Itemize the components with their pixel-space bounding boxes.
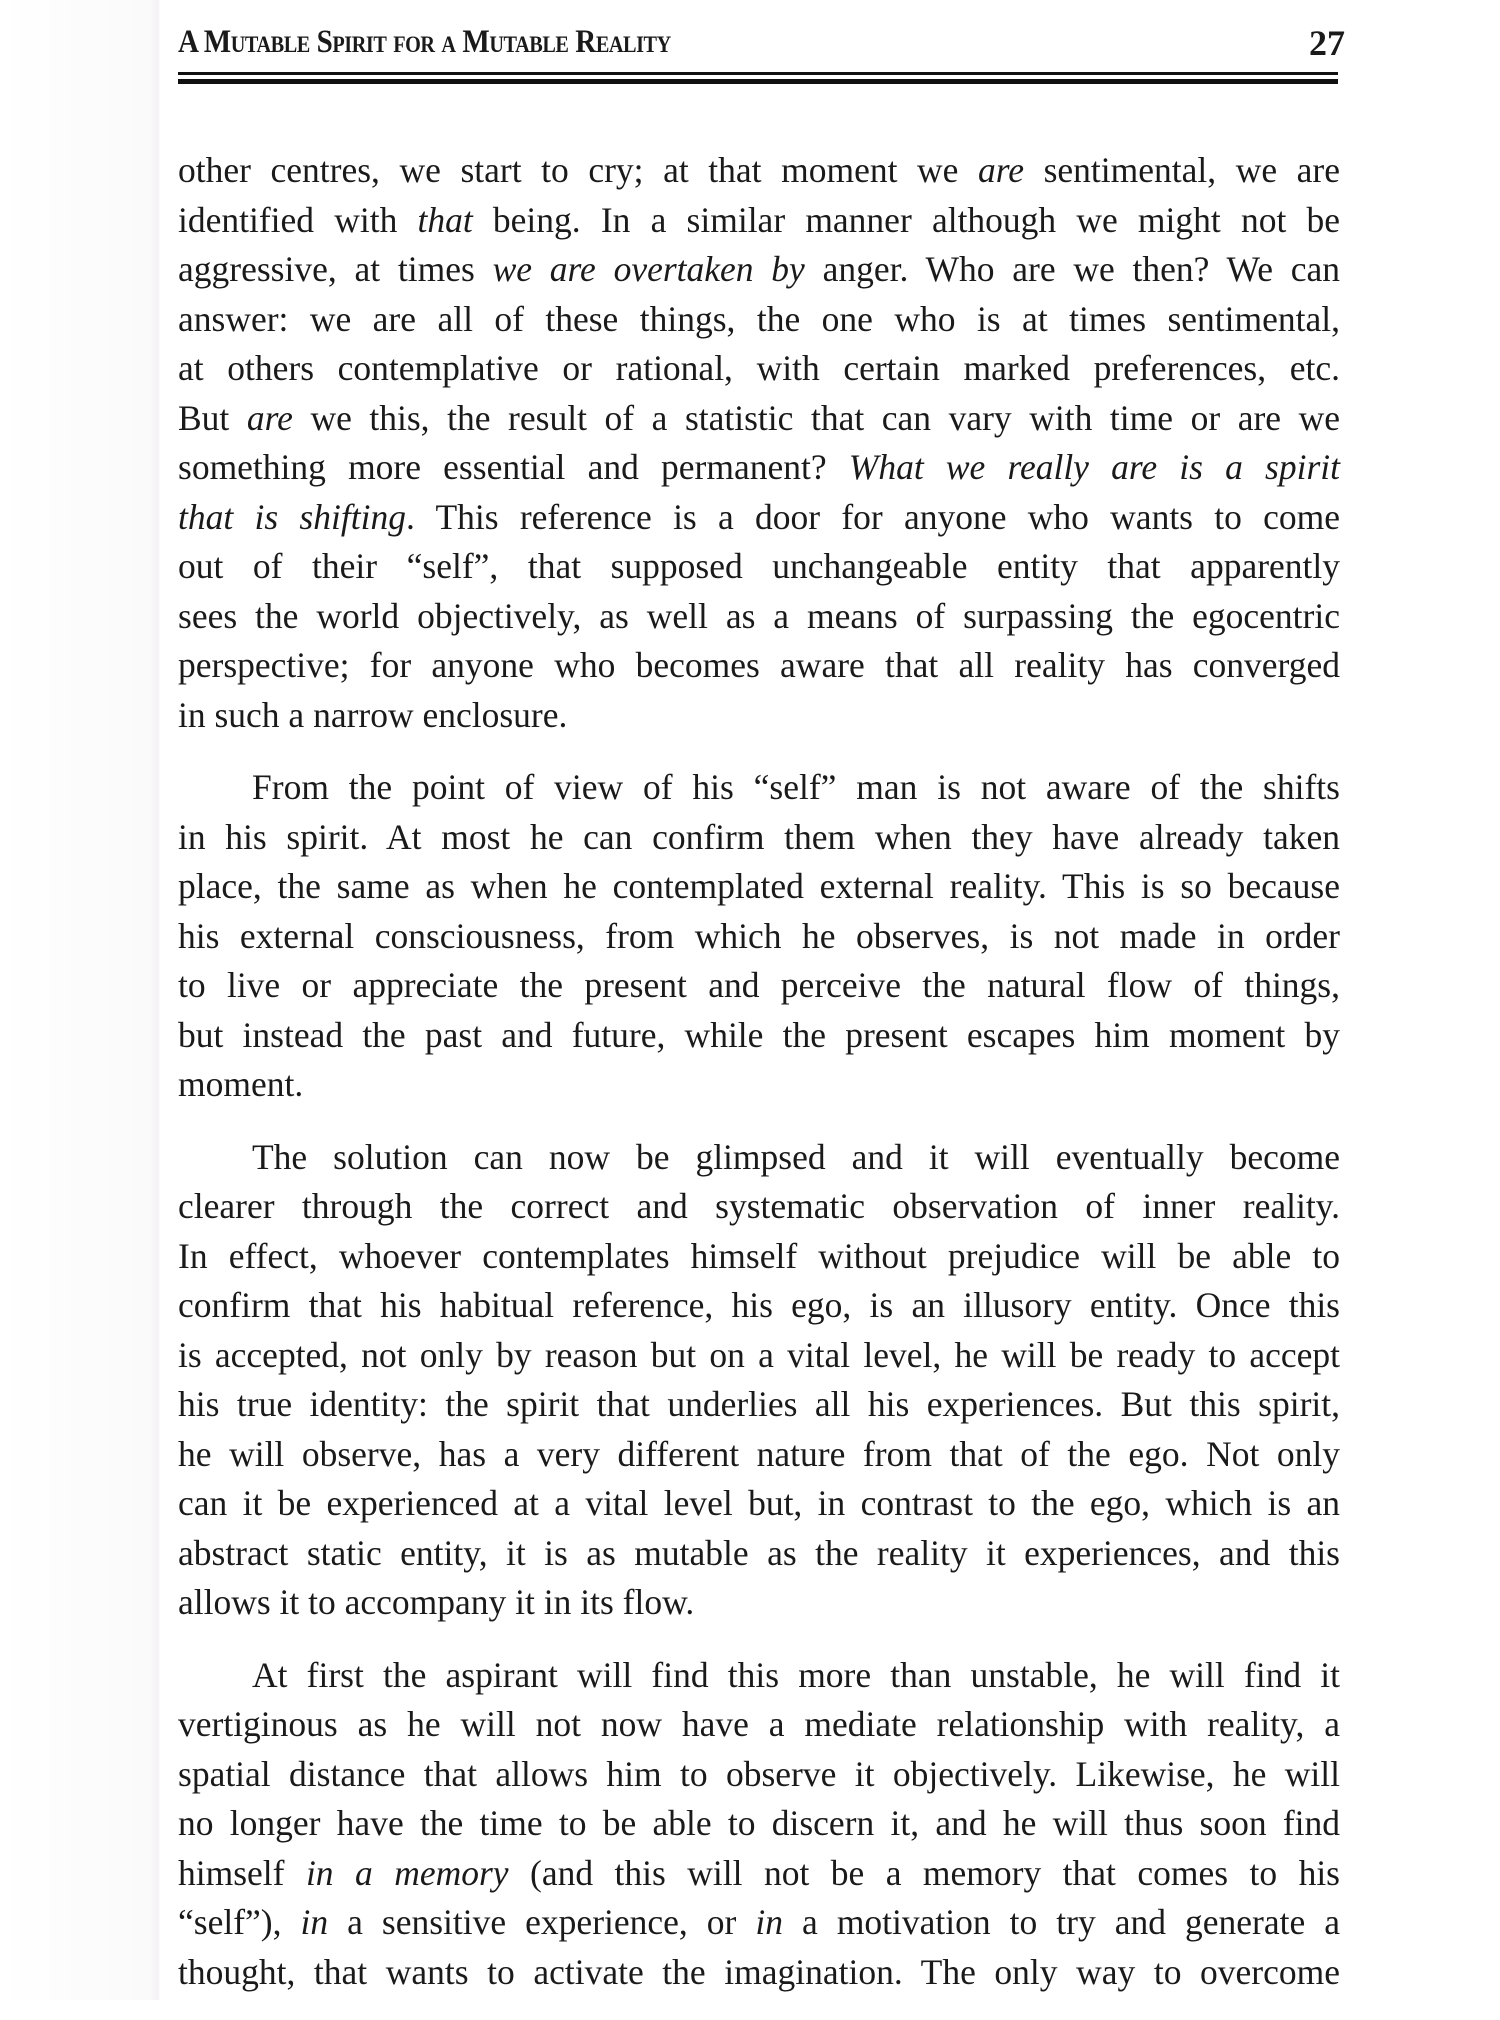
- text: being. In a similar manner although we might not be: [472, 199, 1340, 240]
- text: identified with: [178, 199, 418, 240]
- text-line: [178, 1133, 1340, 1183]
- text: out of their “self”, that supposed unchangeable entity that apparently: [178, 546, 1340, 586]
- text-line: [178, 1948, 1340, 1998]
- text-line: [178, 1331, 1340, 1381]
- text: The solution can now be glimpsed and it will eventually become: [252, 1136, 1340, 1177]
- text: abstract static entity, it is as mutable as the reality it experiences, and this: [178, 1532, 1340, 1573]
- text-line: [178, 295, 1340, 345]
- text-line: [178, 1750, 1340, 1800]
- text: something more essential and permanent?: [178, 447, 849, 487]
- text: he will observe, has a very different nature from that of the ego. Not only: [178, 1433, 1340, 1474]
- text: a motivation to try and generate a: [783, 1902, 1341, 1942]
- text: allows it to accompany it in its flow.: [178, 1582, 695, 1622]
- text-line: [178, 1651, 1340, 1701]
- text-line: [178, 1232, 1340, 1282]
- text: sentimental, we are: [1024, 150, 1340, 190]
- running-title: A Mutable Spirit for a Mutable Reality: [178, 24, 671, 60]
- italic-text: in: [755, 1902, 784, 1942]
- text-line: [178, 1849, 1340, 1899]
- text: thought, that wants to activate the imagination. The only way to overcome: [178, 1951, 1340, 1992]
- text-line: [178, 542, 1340, 592]
- text-line: [178, 245, 1340, 295]
- text: confirm that his habitual reference, his ego, is an illusory entity. Once this: [178, 1285, 1340, 1325]
- text: clearer through the correct and systematic observation of inner reality.: [178, 1186, 1340, 1226]
- text: in his spirit. At most he can confirm them when they have already taken: [178, 816, 1340, 857]
- text-line: [178, 493, 1340, 543]
- text-line: [178, 862, 1340, 912]
- paragraph: [178, 1651, 1340, 1998]
- text: is accepted, not only by reason but on a vital level, he will be ready to accept: [178, 1334, 1340, 1375]
- italic-text: What we really are is a spirit: [848, 447, 1340, 487]
- page-header: [178, 18, 1345, 68]
- text-line: [178, 146, 1340, 196]
- text: his true identity: the spirit that underlies all his experiences. But this spirit,: [178, 1384, 1340, 1424]
- italic-text: in: [300, 1902, 329, 1942]
- text: no longer have the time to be able to discern it, and he will thus soon find: [178, 1803, 1340, 1843]
- text-line: [178, 961, 1340, 1011]
- text: aggressive, at times: [178, 249, 493, 289]
- page-number: 27: [1309, 23, 1345, 63]
- text-line: [178, 1578, 1340, 1628]
- text-line: [178, 1182, 1340, 1232]
- text-line: [178, 763, 1340, 813]
- text: place, the same as when he contemplated external reality. This is so because: [178, 866, 1340, 906]
- paragraph: [178, 763, 1340, 1110]
- text-line: [178, 1281, 1340, 1331]
- text-line: [178, 691, 1340, 741]
- text: anger. Who are we then? We can: [804, 249, 1341, 289]
- text: “self”),: [178, 1902, 301, 1942]
- text: but instead the past and future, while the present escapes him moment by: [178, 1014, 1340, 1055]
- text-line: [178, 394, 1340, 444]
- text: (and this will not be a memory that comes to his: [508, 1852, 1341, 1893]
- text-line: [178, 1060, 1340, 1110]
- italic-text: we are overtaken by: [492, 249, 805, 289]
- text-line: [178, 641, 1340, 691]
- text: From the point of view of his “self” man is not aware of the shifts: [252, 767, 1340, 807]
- paragraph: [178, 1133, 1340, 1628]
- text-line: [178, 592, 1340, 642]
- text: . This reference is a door for anyone who wants to come: [405, 496, 1341, 537]
- text-line: [178, 344, 1340, 394]
- text-line: [178, 443, 1340, 493]
- text: moment.: [178, 1064, 304, 1104]
- text-line: [178, 1529, 1340, 1579]
- text-line: [178, 1700, 1340, 1750]
- text: In effect, whoever contemplates himself without prejudice will be able to: [178, 1235, 1340, 1276]
- italic-text: in a memory: [305, 1852, 509, 1893]
- text-line: [178, 1898, 1340, 1948]
- header-rule-thin: [178, 72, 1338, 75]
- text: vertiginous as he will not now have a mediate relationship with reality, a: [178, 1704, 1340, 1744]
- text-line: [178, 1479, 1340, 1529]
- page-edge-shadow: [0, 0, 160, 2000]
- text: At first the aspirant will find this more than unstable, he will find it: [252, 1654, 1340, 1695]
- text: to live or appreciate the present and perceive the natural flow of things,: [178, 965, 1340, 1005]
- italic-text: are: [978, 150, 1025, 190]
- body-text: [178, 146, 1340, 2020]
- text: other centres, we start to cry; at that moment we: [178, 150, 978, 190]
- text-line: [178, 1011, 1340, 1061]
- text: his external consciousness, from which he observes, is not made in order: [178, 915, 1340, 956]
- text: answer: we are all of these things, the one who is at times sentimental,: [178, 298, 1340, 339]
- text: spatial distance that allows him to observe it objectively. Likewise, he will: [178, 1753, 1340, 1794]
- text: perspective; for anyone who becomes aware that all reality has converged: [178, 645, 1340, 685]
- text-line: [178, 813, 1340, 863]
- text-line: [178, 1380, 1340, 1430]
- text: a sensitive experience, or: [328, 1902, 756, 1942]
- italic-text: that: [417, 199, 473, 240]
- text: in such a narrow enclosure.: [178, 694, 568, 735]
- paragraph: [178, 146, 1340, 740]
- text-line: [178, 196, 1340, 246]
- text: sees the world objectively, as well as a means of surpassing the egocentric: [178, 595, 1340, 636]
- italic-text: that is shifting: [178, 496, 406, 537]
- text-line: [178, 1430, 1340, 1480]
- text: we this, the result of a statistic that can vary with time or are we: [292, 397, 1340, 438]
- text: But: [178, 397, 247, 438]
- italic-text: are: [246, 397, 293, 438]
- text: at others contemplative or rational, with certain marked preferences, etc.: [178, 348, 1340, 388]
- text-line: [178, 1799, 1340, 1849]
- text: himself: [178, 1852, 306, 1893]
- text-line: [178, 912, 1340, 962]
- header-rule-thick: [178, 79, 1338, 84]
- text: can it be experienced at a vital level but, in contrast to the ego, which is an: [178, 1483, 1340, 1523]
